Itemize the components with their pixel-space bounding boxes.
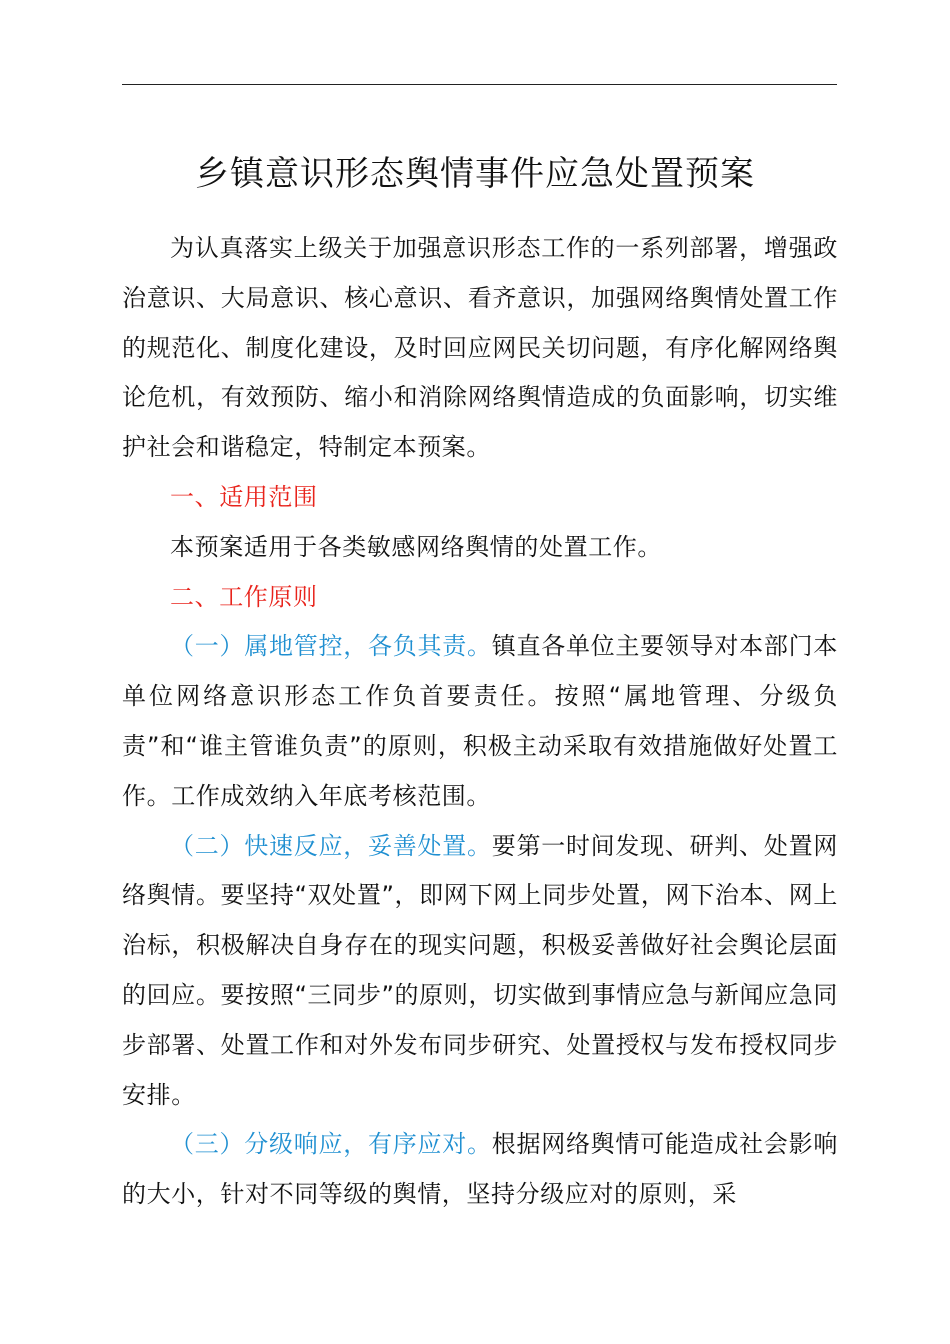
principle-text-2: 要第一时间发现、研判、处置网络舆情。要坚持“双处置”，即网下网上同步处置，网下治本、网上治标，积极解决自身存在的现实问题，积极妥善做好社会舆论层面的回应。要按照“三同步”的原则，切实做到事情应急与新闻应急同步部署、处置工作和对外发布同步研究、处置授权与发布授权同步安排。 <box>122 831 838 1109</box>
section-heading-principles: 二、工作原则 <box>170 582 318 611</box>
principle-label-2: （二）快速反应，妥善处置。 <box>170 831 492 860</box>
principle-label-3: （三）分级响应，有序应对。 <box>170 1130 492 1159</box>
principle-text-1: 镇直各单位主要领导对本部门本单位网络意识形态工作负首要责任。按照“属地管理、分级负责”和“谁主管谁负责”的原则，积极主动采取有效措施做好处置工作。工作成效纳入年底考核范围。 <box>122 632 838 810</box>
scope-paragraph: 本预案适用于各类敏感网络舆情的处置工作。 <box>170 532 662 561</box>
document-title: 乡镇意识形态舆情事件应急处置预案 <box>195 154 755 194</box>
principle-label-1: （一）属地管控，各负其责。 <box>170 632 492 661</box>
principle-text-3: 根据网络舆情可能造成社会影响的大小，针对不同等级的舆情，坚持分级应对的原则，采 <box>122 1130 838 1209</box>
intro-paragraph: 为认真落实上级关于加强意识形态工作的一系列部署，增强政治意识、大局意识、核心意识、看齐意识，加强网络舆情处置工作的规范化、制度化建设，及时回应网民关切问题，有序化解网络舆论危机，有效预防、缩小和消除网络舆情造成的负面影响，切实维护社会和谐稳定，特制定本预案。 <box>122 234 838 462</box>
section-heading-scope: 一、适用范围 <box>170 482 318 511</box>
header-rule <box>122 84 837 85</box>
document-body <box>122 224 838 1220</box>
principle-paragraph-2 <box>122 822 838 1121</box>
principle-paragraph-3 <box>122 1120 838 1220</box>
principle-paragraph-1 <box>122 622 838 821</box>
